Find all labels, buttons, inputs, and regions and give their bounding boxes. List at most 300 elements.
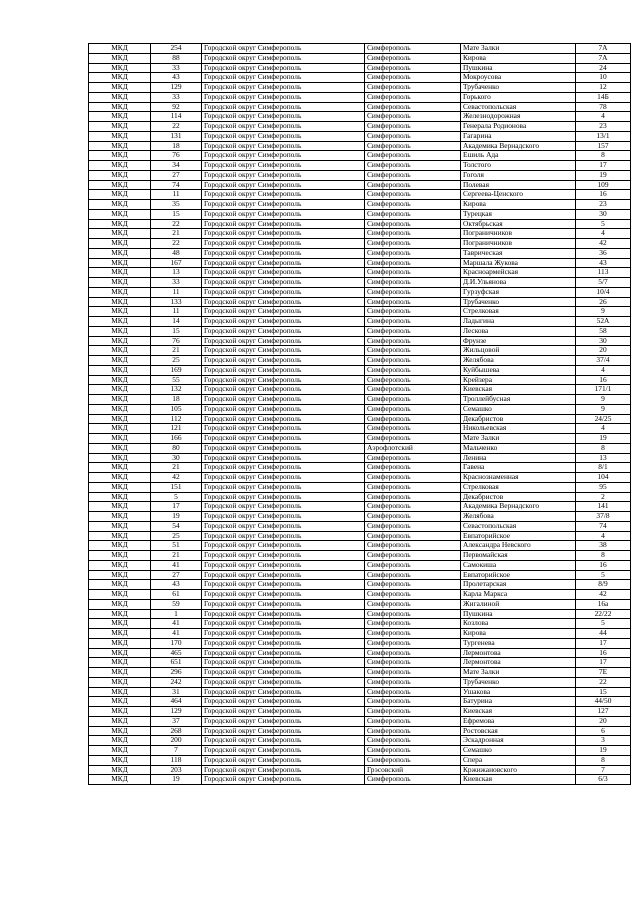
number-cell: 118: [151, 755, 202, 765]
house-number-cell: 141: [576, 502, 631, 512]
table-row: [89, 570, 631, 580]
street-cell: Киевская: [461, 385, 576, 395]
building-type-cell: МКД: [89, 531, 151, 541]
street-cell: Севастопольская: [461, 521, 576, 531]
house-number-cell: 6: [576, 726, 631, 736]
settlement-cell: Симферополь: [365, 473, 461, 483]
house-number-cell: 24/25: [576, 414, 631, 424]
number-cell: 170: [151, 638, 202, 648]
settlement-cell: Симферополь: [365, 336, 461, 346]
house-number-cell: 19: [576, 434, 631, 444]
table-row: [89, 716, 631, 726]
house-number-cell: 22/22: [576, 609, 631, 619]
house-number-cell: 37/4: [576, 356, 631, 366]
settlement-cell: Симферополь: [365, 560, 461, 570]
number-cell: 76: [151, 151, 202, 161]
street-cell: Ленина: [461, 453, 576, 463]
table-row: [89, 677, 631, 687]
building-type-cell: МКД: [89, 307, 151, 317]
building-type-cell: МКД: [89, 736, 151, 746]
house-number-cell: 23: [576, 200, 631, 210]
house-number-cell: 22: [576, 677, 631, 687]
building-type-cell: МКД: [89, 414, 151, 424]
settlement-cell: Симферополь: [365, 346, 461, 356]
street-cell: Батурина: [461, 697, 576, 707]
table-row: [89, 463, 631, 473]
house-number-cell: 7А: [576, 53, 631, 63]
building-type-cell: МКД: [89, 209, 151, 219]
house-number-cell: 8/1: [576, 463, 631, 473]
building-type-cell: МКД: [89, 560, 151, 570]
building-type-cell: МКД: [89, 648, 151, 658]
building-type-cell: МКД: [89, 102, 151, 112]
district-cell: Городской округ Симферополь: [202, 209, 365, 219]
table-row: [89, 502, 631, 512]
table-row: [89, 492, 631, 502]
table-row: [89, 648, 631, 658]
district-cell: Городской округ Симферополь: [202, 92, 365, 102]
number-cell: 167: [151, 258, 202, 268]
street-cell: Краснознаменная: [461, 473, 576, 483]
settlement-cell: Симферополь: [365, 297, 461, 307]
building-type-cell: МКД: [89, 92, 151, 102]
district-cell: Городской округ Симферополь: [202, 219, 365, 229]
table-row: [89, 765, 631, 775]
street-cell: Киевская: [461, 775, 576, 785]
building-type-cell: МКД: [89, 629, 151, 639]
building-type-cell: МКД: [89, 668, 151, 678]
district-cell: Городской округ Симферополь: [202, 307, 365, 317]
table-row: [89, 707, 631, 717]
street-cell: Кирова: [461, 200, 576, 210]
house-number-cell: 16а: [576, 599, 631, 609]
building-type-cell: МКД: [89, 512, 151, 522]
street-cell: Пушкина: [461, 609, 576, 619]
building-type-cell: МКД: [89, 609, 151, 619]
building-type-cell: МКД: [89, 726, 151, 736]
street-cell: Пограничников: [461, 229, 576, 239]
house-number-cell: 19: [576, 746, 631, 756]
street-cell: Эскадронная: [461, 736, 576, 746]
number-cell: 21: [151, 551, 202, 561]
house-number-cell: 9: [576, 307, 631, 317]
street-cell: Троллейбусная: [461, 395, 576, 405]
street-cell: Гурзуфская: [461, 287, 576, 297]
district-cell: Городской округ Симферополь: [202, 648, 365, 658]
settlement-cell: Симферополь: [365, 551, 461, 561]
house-number-cell: 3: [576, 736, 631, 746]
number-cell: 114: [151, 112, 202, 122]
district-cell: Городской округ Симферополь: [202, 161, 365, 171]
house-number-cell: 127: [576, 707, 631, 717]
district-cell: Городской округ Симферополь: [202, 44, 365, 54]
settlement-cell: Симферополь: [365, 63, 461, 73]
house-number-cell: 4: [576, 112, 631, 122]
building-type-cell: МКД: [89, 63, 151, 73]
district-cell: Городской округ Симферополь: [202, 755, 365, 765]
house-number-cell: 9: [576, 404, 631, 414]
district-cell: Городской округ Симферополь: [202, 502, 365, 512]
settlement-cell: Симферополь: [365, 638, 461, 648]
settlement-cell: Симферополь: [365, 307, 461, 317]
table-row: [89, 658, 631, 668]
house-number-cell: 6/3: [576, 775, 631, 785]
settlement-cell: Симферополь: [365, 278, 461, 288]
house-number-cell: 4: [576, 424, 631, 434]
street-cell: Академика Вернадского: [461, 141, 576, 151]
table-row: [89, 687, 631, 697]
house-number-cell: 10: [576, 73, 631, 83]
table-row: [89, 599, 631, 609]
settlement-cell: Симферополь: [365, 492, 461, 502]
settlement-cell: Симферополь: [365, 151, 461, 161]
number-cell: 14: [151, 317, 202, 327]
building-type-cell: МКД: [89, 170, 151, 180]
street-cell: Ростовская: [461, 726, 576, 736]
number-cell: 21: [151, 463, 202, 473]
district-cell: Городской округ Симферополь: [202, 317, 365, 327]
house-number-cell: 26: [576, 297, 631, 307]
house-number-cell: 10/4: [576, 287, 631, 297]
number-cell: 54: [151, 521, 202, 531]
table-row: [89, 473, 631, 483]
district-cell: Городской округ Симферополь: [202, 151, 365, 161]
settlement-cell: Симферополь: [365, 287, 461, 297]
street-cell: Желябова: [461, 512, 576, 522]
street-cell: Лермонтова: [461, 648, 576, 658]
street-cell: Самокиша: [461, 560, 576, 570]
table-row: [89, 102, 631, 112]
district-cell: Городской округ Симферополь: [202, 521, 365, 531]
house-number-cell: 13/1: [576, 131, 631, 141]
building-type-cell: МКД: [89, 268, 151, 278]
street-cell: Козлова: [461, 619, 576, 629]
district-cell: Городской округ Симферополь: [202, 122, 365, 132]
district-cell: Городской округ Симферополь: [202, 668, 365, 678]
house-number-cell: 43: [576, 258, 631, 268]
street-cell: Декабристов: [461, 414, 576, 424]
settlement-cell: Симферополь: [365, 755, 461, 765]
street-cell: Крейзера: [461, 375, 576, 385]
district-cell: Городской округ Симферополь: [202, 53, 365, 63]
number-cell: 31: [151, 687, 202, 697]
district-cell: Городской округ Симферополь: [202, 385, 365, 395]
number-cell: 76: [151, 336, 202, 346]
house-number-cell: 8: [576, 755, 631, 765]
settlement-cell: Симферополь: [365, 580, 461, 590]
number-cell: 18: [151, 395, 202, 405]
table-row: [89, 190, 631, 200]
number-cell: 55: [151, 375, 202, 385]
settlement-cell: Симферополь: [365, 190, 461, 200]
street-cell: Семашко: [461, 746, 576, 756]
building-type-cell: МКД: [89, 697, 151, 707]
table-row: [89, 697, 631, 707]
table-row: [89, 541, 631, 551]
house-number-cell: 8: [576, 151, 631, 161]
housing-register-table: [88, 43, 631, 785]
district-cell: Городской округ Симферополь: [202, 560, 365, 570]
street-cell: Гагарина: [461, 131, 576, 141]
settlement-cell: Симферополь: [365, 209, 461, 219]
street-cell: Фрунзе: [461, 336, 576, 346]
house-number-cell: 16: [576, 560, 631, 570]
district-cell: Городской округ Симферополь: [202, 629, 365, 639]
number-cell: 15: [151, 326, 202, 336]
house-number-cell: 52А: [576, 317, 631, 327]
district-cell: Городской округ Симферополь: [202, 716, 365, 726]
settlement-cell: Симферополь: [365, 317, 461, 327]
district-cell: Городской округ Симферополь: [202, 658, 365, 668]
table-row: [89, 531, 631, 541]
street-cell: Александра Невского: [461, 541, 576, 551]
street-cell: Красноармейская: [461, 268, 576, 278]
table-row: [89, 307, 631, 317]
table-row: [89, 638, 631, 648]
district-cell: Городской округ Симферополь: [202, 375, 365, 385]
building-type-cell: МКД: [89, 453, 151, 463]
number-cell: 200: [151, 736, 202, 746]
district-cell: Городской округ Симферополь: [202, 229, 365, 239]
district-cell: Городской округ Симферополь: [202, 131, 365, 141]
settlement-cell: Симферополь: [365, 92, 461, 102]
house-number-cell: 58: [576, 326, 631, 336]
table-row: [89, 92, 631, 102]
street-cell: Полевая: [461, 180, 576, 190]
building-type-cell: МКД: [89, 229, 151, 239]
number-cell: 129: [151, 707, 202, 717]
number-cell: 41: [151, 619, 202, 629]
number-cell: 105: [151, 404, 202, 414]
table-row: [89, 512, 631, 522]
table-row: [89, 209, 631, 219]
building-type-cell: МКД: [89, 755, 151, 765]
table-row: [89, 443, 631, 453]
number-cell: 464: [151, 697, 202, 707]
settlement-cell: Симферополь: [365, 404, 461, 414]
street-cell: Ушакова: [461, 687, 576, 697]
settlement-cell: Симферополь: [365, 453, 461, 463]
district-cell: Городской округ Симферополь: [202, 258, 365, 268]
house-number-cell: 5: [576, 570, 631, 580]
house-number-cell: 7Е: [576, 668, 631, 678]
number-cell: 61: [151, 590, 202, 600]
street-cell: Трубаченко: [461, 83, 576, 93]
street-cell: Мате Залки: [461, 44, 576, 54]
settlement-cell: Симферополь: [365, 200, 461, 210]
street-cell: Севастопольская: [461, 102, 576, 112]
district-cell: Городской округ Симферополь: [202, 73, 365, 83]
number-cell: 11: [151, 190, 202, 200]
settlement-cell: Симферополь: [365, 375, 461, 385]
house-number-cell: 4: [576, 229, 631, 239]
building-type-cell: МКД: [89, 434, 151, 444]
house-number-cell: 20: [576, 716, 631, 726]
building-type-cell: МКД: [89, 287, 151, 297]
house-number-cell: 24: [576, 63, 631, 73]
house-number-cell: 74: [576, 521, 631, 531]
street-cell: Кирова: [461, 629, 576, 639]
street-cell: Мате Залки: [461, 434, 576, 444]
building-type-cell: МКД: [89, 599, 151, 609]
table-row: [89, 414, 631, 424]
house-number-cell: 44: [576, 629, 631, 639]
building-type-cell: МКД: [89, 317, 151, 327]
district-cell: Городской округ Симферополь: [202, 278, 365, 288]
settlement-cell: Симферополь: [365, 726, 461, 736]
number-cell: 18: [151, 141, 202, 151]
number-cell: 48: [151, 248, 202, 258]
building-type-cell: МКД: [89, 375, 151, 385]
number-cell: 25: [151, 531, 202, 541]
district-cell: Городской округ Симферополь: [202, 112, 365, 122]
number-cell: 121: [151, 424, 202, 434]
building-type-cell: МКД: [89, 278, 151, 288]
table-row: [89, 560, 631, 570]
building-type-cell: МКД: [89, 580, 151, 590]
house-number-cell: 15: [576, 687, 631, 697]
building-type-cell: МКД: [89, 44, 151, 54]
district-cell: Городской округ Симферополь: [202, 346, 365, 356]
street-cell: Спера: [461, 755, 576, 765]
street-cell: Кирова: [461, 53, 576, 63]
number-cell: 296: [151, 668, 202, 678]
settlement-cell: Симферополь: [365, 736, 461, 746]
settlement-cell: Симферополь: [365, 268, 461, 278]
district-cell: Городской округ Симферополь: [202, 404, 365, 414]
building-type-cell: МКД: [89, 219, 151, 229]
house-number-cell: 8: [576, 551, 631, 561]
settlement-cell: Симферополь: [365, 677, 461, 687]
settlement-cell: Симферополь: [365, 609, 461, 619]
number-cell: 22: [151, 122, 202, 132]
district-cell: Городской округ Симферополь: [202, 570, 365, 580]
street-cell: Октябрьская: [461, 219, 576, 229]
street-cell: Мокроусова: [461, 73, 576, 83]
number-cell: 131: [151, 131, 202, 141]
number-cell: 166: [151, 434, 202, 444]
district-cell: Городской округ Симферополь: [202, 707, 365, 717]
building-type-cell: МКД: [89, 482, 151, 492]
building-type-cell: МКД: [89, 541, 151, 551]
house-number-cell: 78: [576, 102, 631, 112]
table-row: [89, 287, 631, 297]
district-cell: Городской округ Симферополь: [202, 239, 365, 249]
building-type-cell: МКД: [89, 326, 151, 336]
number-cell: 169: [151, 365, 202, 375]
settlement-cell: Симферополь: [365, 53, 461, 63]
house-number-cell: 44/50: [576, 697, 631, 707]
house-number-cell: 157: [576, 141, 631, 151]
table-row: [89, 317, 631, 327]
number-cell: 27: [151, 170, 202, 180]
street-cell: Таврическая: [461, 248, 576, 258]
district-cell: Городской округ Симферополь: [202, 473, 365, 483]
settlement-cell: Симферополь: [365, 365, 461, 375]
district-cell: Городской округ Симферополь: [202, 551, 365, 561]
settlement-cell: Симферополь: [365, 44, 461, 54]
street-cell: Декабристов: [461, 492, 576, 502]
house-number-cell: 17: [576, 638, 631, 648]
settlement-cell: Симферополь: [365, 716, 461, 726]
house-number-cell: 20: [576, 346, 631, 356]
table-row: [89, 248, 631, 258]
district-cell: Городской округ Симферополь: [202, 765, 365, 775]
house-number-cell: 9: [576, 395, 631, 405]
settlement-cell: Симферополь: [365, 83, 461, 93]
street-cell: Киевская: [461, 707, 576, 717]
settlement-cell: Симферополь: [365, 414, 461, 424]
settlement-cell: Симферополь: [365, 541, 461, 551]
building-type-cell: МКД: [89, 687, 151, 697]
building-type-cell: МКД: [89, 200, 151, 210]
house-number-cell: 14Б: [576, 92, 631, 102]
number-cell: 42: [151, 473, 202, 483]
settlement-cell: Симферополь: [365, 531, 461, 541]
district-cell: Городской округ Симферополь: [202, 599, 365, 609]
district-cell: Городской округ Симферополь: [202, 434, 365, 444]
district-cell: Городской округ Симферополь: [202, 638, 365, 648]
settlement-cell: Симферополь: [365, 73, 461, 83]
number-cell: 17: [151, 502, 202, 512]
street-cell: Сергеева-Ценского: [461, 190, 576, 200]
district-cell: Городской округ Симферополь: [202, 200, 365, 210]
table-row: [89, 356, 631, 366]
table-row: [89, 63, 631, 73]
district-cell: Городской округ Симферополь: [202, 190, 365, 200]
house-number-cell: 36: [576, 248, 631, 258]
settlement-cell: Симферополь: [365, 395, 461, 405]
house-number-cell: 19: [576, 170, 631, 180]
street-cell: Горького: [461, 92, 576, 102]
street-cell: Пограничников: [461, 239, 576, 249]
table-row: [89, 395, 631, 405]
number-cell: 25: [151, 356, 202, 366]
settlement-cell: Симферополь: [365, 356, 461, 366]
building-type-cell: МКД: [89, 297, 151, 307]
number-cell: 151: [151, 482, 202, 492]
table-row: [89, 278, 631, 288]
table-row: [89, 424, 631, 434]
building-type-cell: МКД: [89, 53, 151, 63]
settlement-cell: Симферополь: [365, 161, 461, 171]
street-cell: Стрелковая: [461, 307, 576, 317]
settlement-cell: Симферополь: [365, 619, 461, 629]
number-cell: 132: [151, 385, 202, 395]
district-cell: Городской округ Симферополь: [202, 746, 365, 756]
building-type-cell: МКД: [89, 677, 151, 687]
settlement-cell: Симферополь: [365, 258, 461, 268]
number-cell: 465: [151, 648, 202, 658]
street-cell: Пролетарская: [461, 580, 576, 590]
district-cell: Городской округ Симферополь: [202, 541, 365, 551]
street-cell: Жильцовой: [461, 346, 576, 356]
street-cell: Ешиль Ада: [461, 151, 576, 161]
settlement-cell: Симферополь: [365, 668, 461, 678]
house-number-cell: 42: [576, 590, 631, 600]
settlement-cell: Симферополь: [365, 424, 461, 434]
building-type-cell: МКД: [89, 502, 151, 512]
number-cell: 11: [151, 287, 202, 297]
number-cell: 74: [151, 180, 202, 190]
district-cell: Городской округ Симферополь: [202, 326, 365, 336]
table-row: [89, 434, 631, 444]
number-cell: 203: [151, 765, 202, 775]
settlement-cell: Симферополь: [365, 180, 461, 190]
street-cell: Кржижановского: [461, 765, 576, 775]
building-type-cell: МКД: [89, 190, 151, 200]
number-cell: 5: [151, 492, 202, 502]
